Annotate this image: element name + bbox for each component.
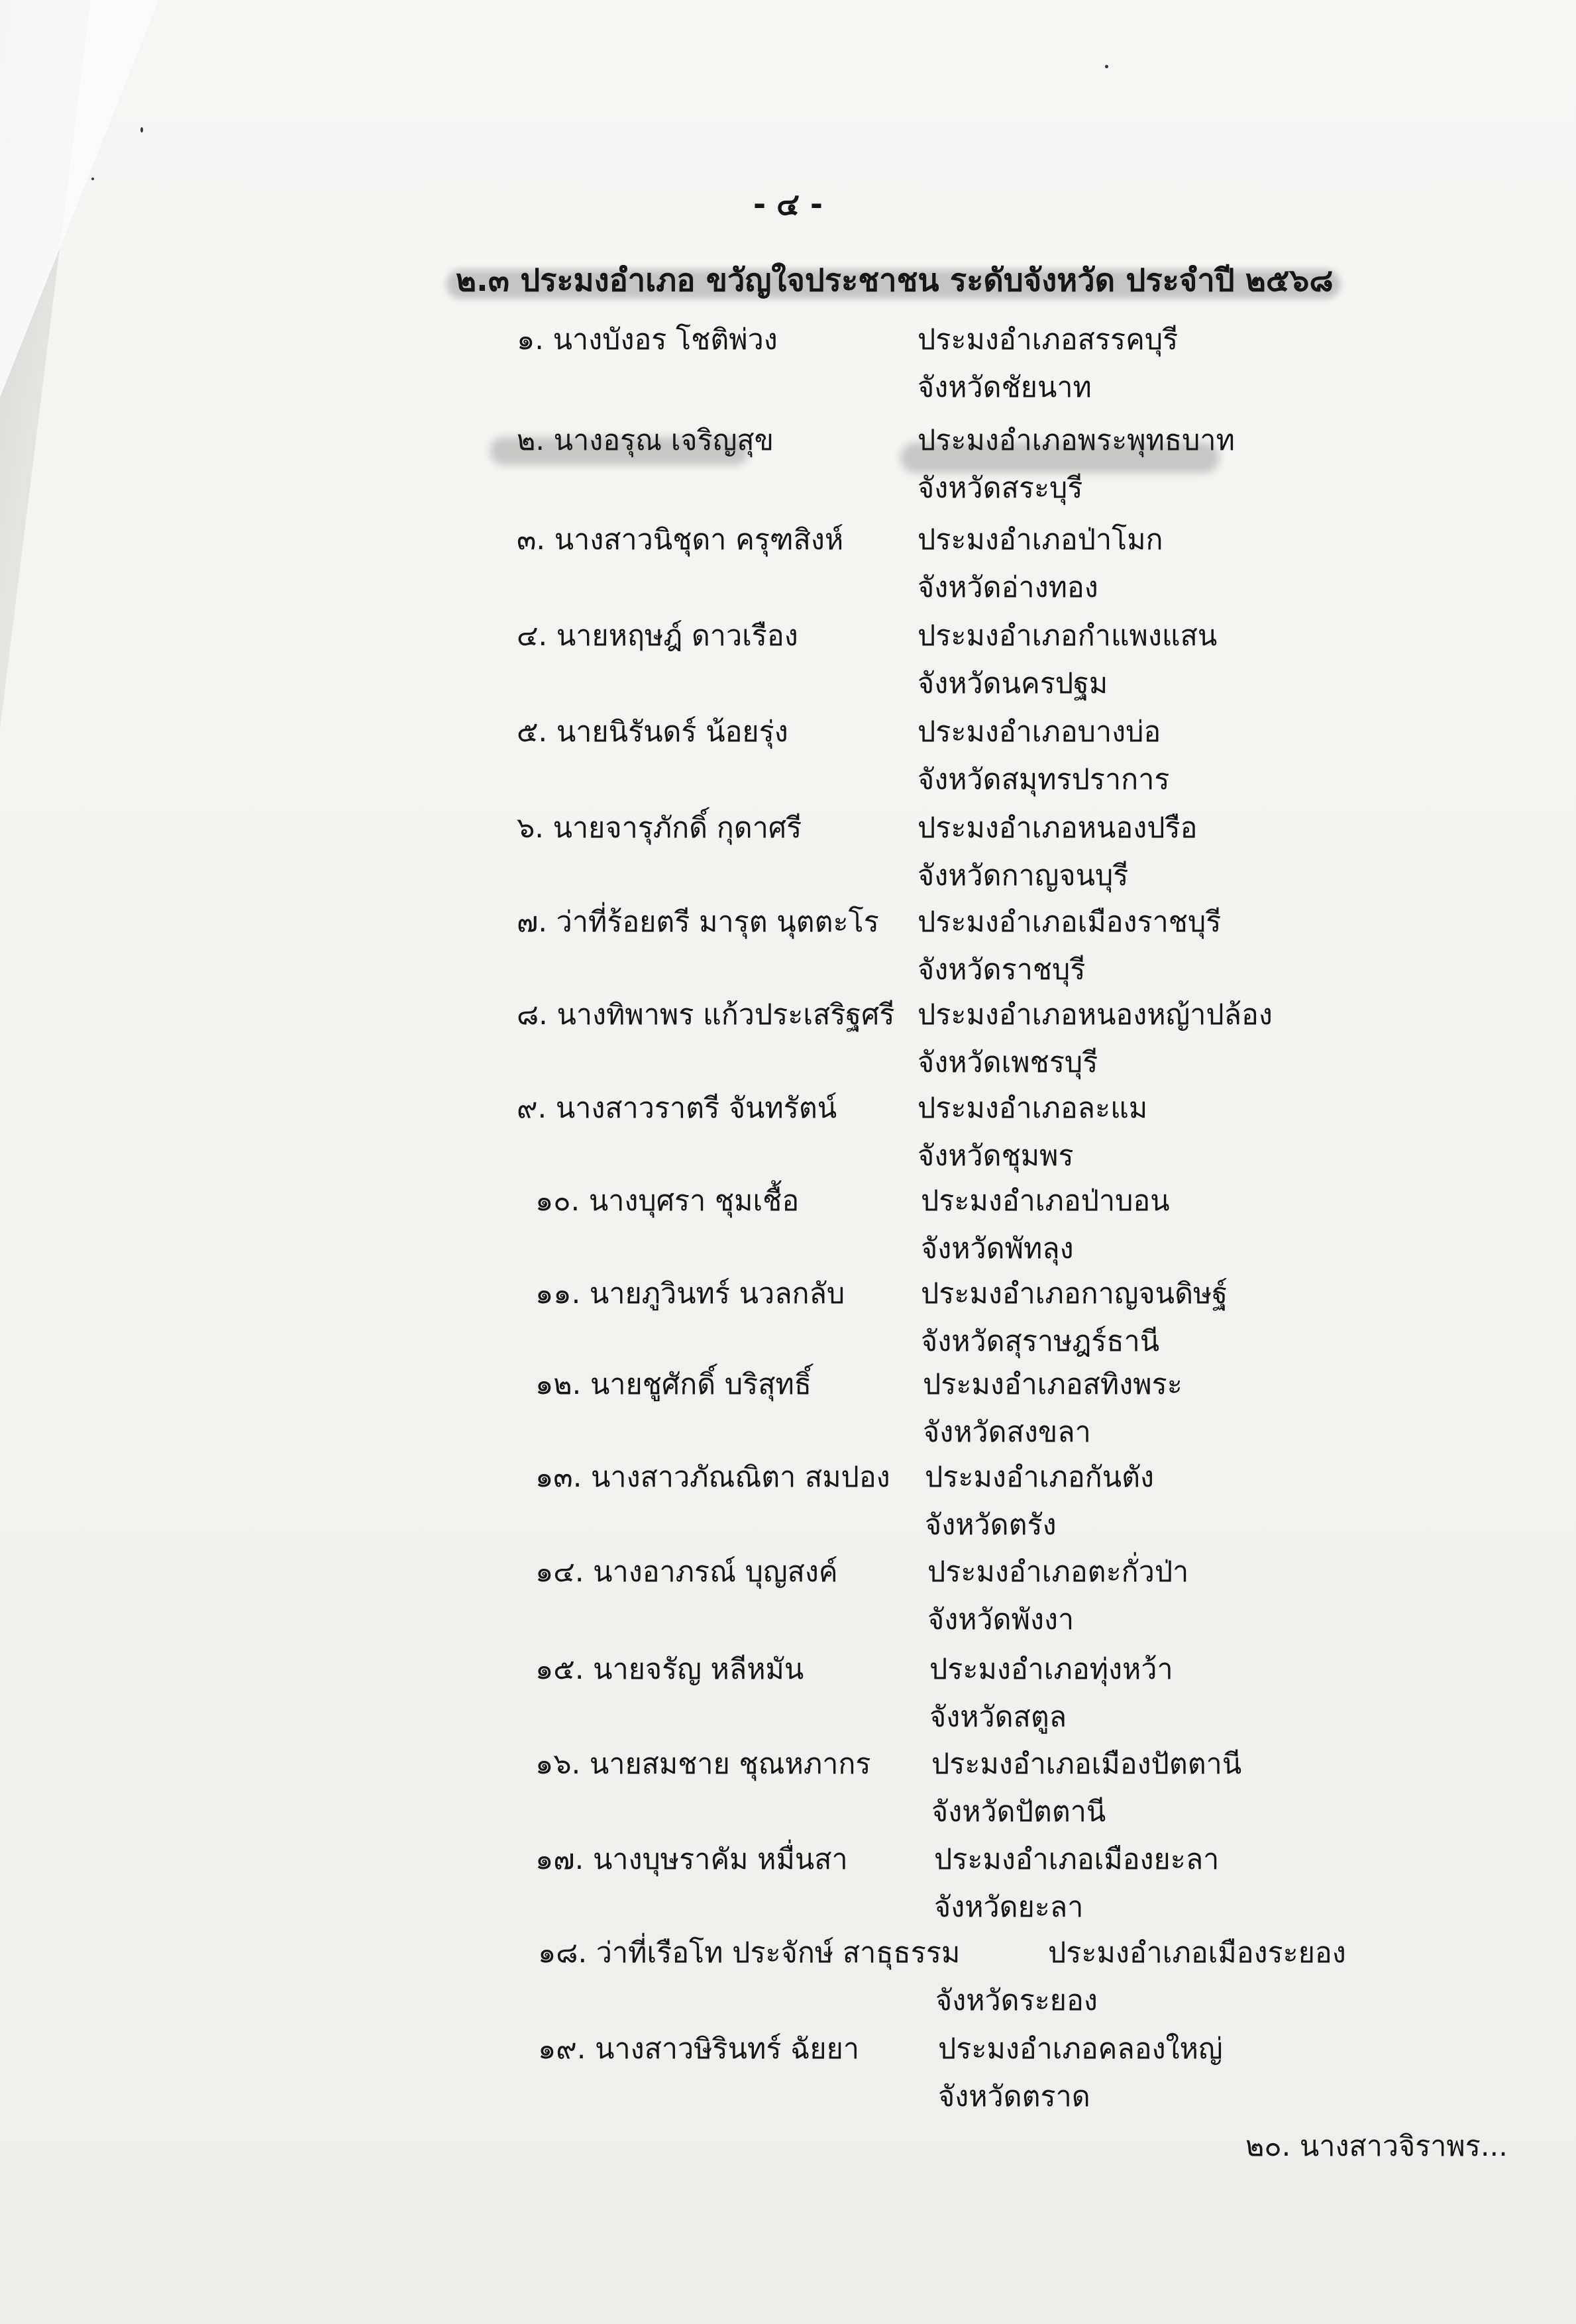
awardee-province: จังหวัดระยอง bbox=[935, 1984, 1098, 2017]
awardee-name: ๑๓. นางสาวภัณณิตา สมปอง bbox=[535, 1461, 890, 1494]
awardee-province: จังหวัดนครปฐม bbox=[918, 667, 1108, 700]
section-heading-text: ๒.๓ ประมงอำเภอ ขวัญใจประชาชน ระดับจังหวัด ประจำปี ๒๕๖๘ bbox=[456, 262, 1334, 299]
awardee-position: ประมงอำเภอคลองใหญ่ bbox=[938, 2033, 1223, 2066]
awardee-province: จังหวัดกาญจนบุรี bbox=[918, 859, 1129, 892]
awardee-position: ประมงอำเภอเมืองราชบุรี bbox=[918, 906, 1222, 939]
awardee-position: ประมงอำเภอตะกั่วป่า bbox=[927, 1556, 1189, 1589]
awardee-position: ประมงอำเภอสทิงพระ bbox=[923, 1368, 1182, 1401]
awardee-province: จังหวัดตราด bbox=[938, 2080, 1090, 2113]
awardee-name: ๑๒. นายชูศักดิ์ บริสุทธิ์ bbox=[535, 1368, 812, 1401]
awardee-name: ๓. นางสาวนิชุดา ครุฑสิงห์ bbox=[517, 523, 844, 556]
awardee-name: ๔. นายหฤษฎ์ ดาวเรือง bbox=[517, 619, 798, 653]
awardee-province: จังหวัดชัยนาท bbox=[918, 371, 1092, 404]
page-number: - ๔ - bbox=[753, 186, 823, 222]
awardee-position: ประมงอำเภอพระพุทธบาท bbox=[918, 424, 1235, 457]
awardee-position: ประมงอำเภอละแม bbox=[918, 1092, 1148, 1125]
awardee-name: ๑. นางบังอร โชติพ่วง bbox=[517, 323, 778, 356]
awardee-position: ประมงอำเภอเมืองระยอง bbox=[1048, 1936, 1346, 1970]
awardee-province: จังหวัดสุราษฎร์ธานี bbox=[921, 1325, 1160, 1358]
awardee-position: ประมงอำเภอกันตัง bbox=[925, 1461, 1155, 1494]
awardee-province: จังหวัดสระบุรี bbox=[918, 472, 1083, 505]
scan-speck bbox=[140, 127, 143, 132]
awardee-position: ประมงอำเภอกาญจนดิษฐ์ bbox=[921, 1277, 1228, 1310]
awardee-position: ประมงอำเภอกำแพงแสน bbox=[918, 619, 1218, 653]
awardee-province: จังหวัดเพชรบุรี bbox=[918, 1046, 1098, 1079]
awardee-name: ๑๖. นายสมชาย ชุณหภากร bbox=[535, 1748, 871, 1781]
awardee-name: ๖. นายจารุภักดิ์ กุดาศรี bbox=[517, 812, 802, 845]
awardee-position: ประมงอำเภอหนองหญ้าปล้อง bbox=[918, 998, 1273, 1031]
awardee-name: ๗. ว่าที่ร้อยตรี มารุต นุตตะโร bbox=[517, 906, 879, 939]
awardee-province: จังหวัดชุมพร bbox=[918, 1139, 1074, 1173]
awardee-position: ประมงอำเภอเมืองยะลา bbox=[934, 1843, 1220, 1876]
awardee-province: จังหวัดสมุทรปราการ bbox=[918, 763, 1170, 796]
awardee-name: ๑๙. นางสาวษิรินทร์ ฉัยยา bbox=[538, 2033, 859, 2066]
awardee-name: ๑๔. นางอาภรณ์ บุญสงค์ bbox=[535, 1556, 838, 1589]
continuation-text: ๒๐. นางสาวจิราพร... bbox=[1245, 2130, 1508, 2163]
awardee-position: ประมงอำเภอทุ่งหว้า bbox=[929, 1653, 1173, 1686]
awardee-province: จังหวัดอ่างทอง bbox=[918, 571, 1098, 604]
awardee-province: จังหวัดพัทลุง bbox=[921, 1232, 1074, 1265]
awardee-position: ประมงอำเภอหนองปรือ bbox=[918, 812, 1198, 845]
awardee-name: ๒. นางอรุณ เจริญสุข bbox=[517, 424, 774, 457]
awardee-name: ๑๗. นางบุษราคัม หมื่นสา bbox=[535, 1843, 848, 1876]
awardee-position: ประมงอำเภอสรรคบุรี bbox=[918, 323, 1179, 356]
awardee-name: ๑๑. นายภูวินทร์ นวลกลับ bbox=[535, 1277, 845, 1310]
awardee-name: ๕. นายนิรันดร์ น้อยรุ่ง bbox=[517, 715, 788, 749]
scan-speck bbox=[1105, 65, 1108, 68]
awardee-name: ๙. นางสาวราตรี จันทรัตน์ bbox=[517, 1092, 837, 1125]
awardee-position: ประมงอำเภอป่าบอน bbox=[921, 1185, 1170, 1218]
awardee-name: ๑๘. ว่าที่เรือโท ประจักษ์ สาธุธรรม bbox=[538, 1936, 961, 1970]
awardee-province: จังหวัดพังงา bbox=[927, 1603, 1075, 1636]
awardee-province: จังหวัดยะลา bbox=[934, 1891, 1084, 1924]
awardee-name: ๘. นางทิพาพร แก้วประเสริฐศรี bbox=[517, 998, 895, 1031]
awardee-province: จังหวัดราชบุรี bbox=[918, 953, 1086, 986]
section-heading bbox=[456, 255, 1334, 305]
awardee-position: ประมงอำเภอป่าโมก bbox=[918, 523, 1163, 556]
awardee-name: ๑๕. นายจรัญ หลีหมัน bbox=[535, 1653, 804, 1686]
awardee-province: จังหวัดสตูล bbox=[929, 1701, 1067, 1734]
awardee-position: ประมงอำเภอเมืองปัตตานี bbox=[931, 1748, 1242, 1781]
awardee-province: จังหวัดปัตตานี bbox=[931, 1795, 1106, 1828]
awardee-name: ๑๐. นางบุศรา ชุมเชื้อ bbox=[535, 1185, 800, 1218]
awardee-province: จังหวัดสงขลา bbox=[923, 1416, 1091, 1449]
awardee-province: จังหวัดตรัง bbox=[925, 1508, 1057, 1542]
awardee-position: ประมงอำเภอบางบ่อ bbox=[918, 715, 1161, 749]
